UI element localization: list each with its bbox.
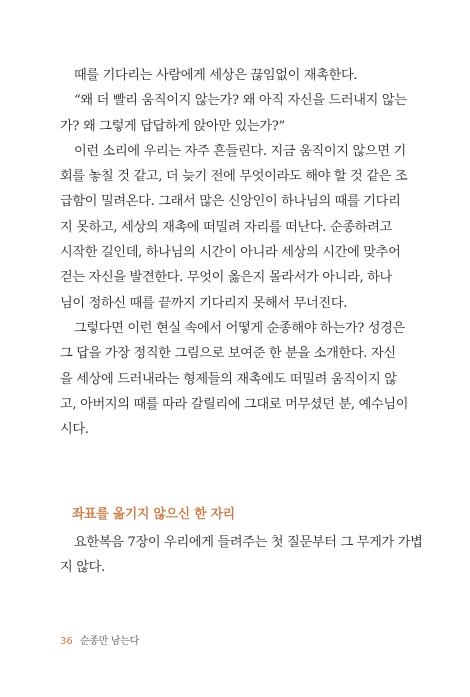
paragraph-line: 요한복음 7장이 우리에게 들려주는 첫 질문부터 그 무게가 가볍 [74,535,423,550]
paragraph-line: 회를 놓칠 것 같고, 더 늦기 전에 무엇이라도 해야 할 것 같은 조 [60,169,408,185]
page-number: 36 [60,636,73,647]
paragraph-line: 고, 아버지의 때를 따라 갈릴리에 그대로 머무셨던 분, 예수님이 [60,396,409,412]
section-text [60,530,423,581]
quote-line: 가? 왜 그렇게 답답하게 앉아만 있는가?” [60,118,285,134]
paragraph-line: 급함이 밀려온다. 그래서 많은 신앙인이 하나님의 때를 기다리 [60,194,401,210]
paragraph-line: 지 못하고, 세상의 재촉에 떠밀려 자리를 떠난다. 순종하려고 [60,219,392,235]
paragraph-line: 이런 소리에 우리는 자주 흔들린다. 지금 움직이지 않으면 기 [74,143,406,159]
paragraph-line: 걷는 자신을 발견한다. 무엇이 옳은지 몰라서가 아니라, 하나 [60,270,392,286]
paragraph-line: 시다. [60,422,89,438]
paragraph-line: 때를 기다리는 사람에게 세상은 끊임없이 재촉한다. [74,68,358,83]
quote-line: “왜 더 빨리 움직이지 않는가? 왜 아직 자신을 드러내지 않는 [74,93,407,109]
paragraph-line: 그렇다면 이런 현실 속에서 어떻게 순종해야 하는가? 성경은 [74,320,405,336]
paragraph-line: 지 않다. [60,560,105,576]
section-heading: 좌표를 옮기지 않으신 한 자리 [72,507,235,522]
page-footer [60,632,139,647]
body-text [60,63,409,442]
paragraph-line: 시작한 길인데, 하나님의 시간이 아니라 세상의 시간에 맞추어 [60,245,401,261]
paragraph-line: 님이 정하신 때를 끝까지 기다리지 못해서 무너진다. [60,295,348,311]
paragraph-line: 그 답을 가장 정직한 그림으로 보여준 한 분을 소개한다. 자신 [60,346,396,362]
paragraph-line: 을 세상에 드러내라는 형제들의 재촉에도 떠밀려 움직이지 않 [60,371,397,387]
running-title: 순종만 남는다 [79,636,139,647]
